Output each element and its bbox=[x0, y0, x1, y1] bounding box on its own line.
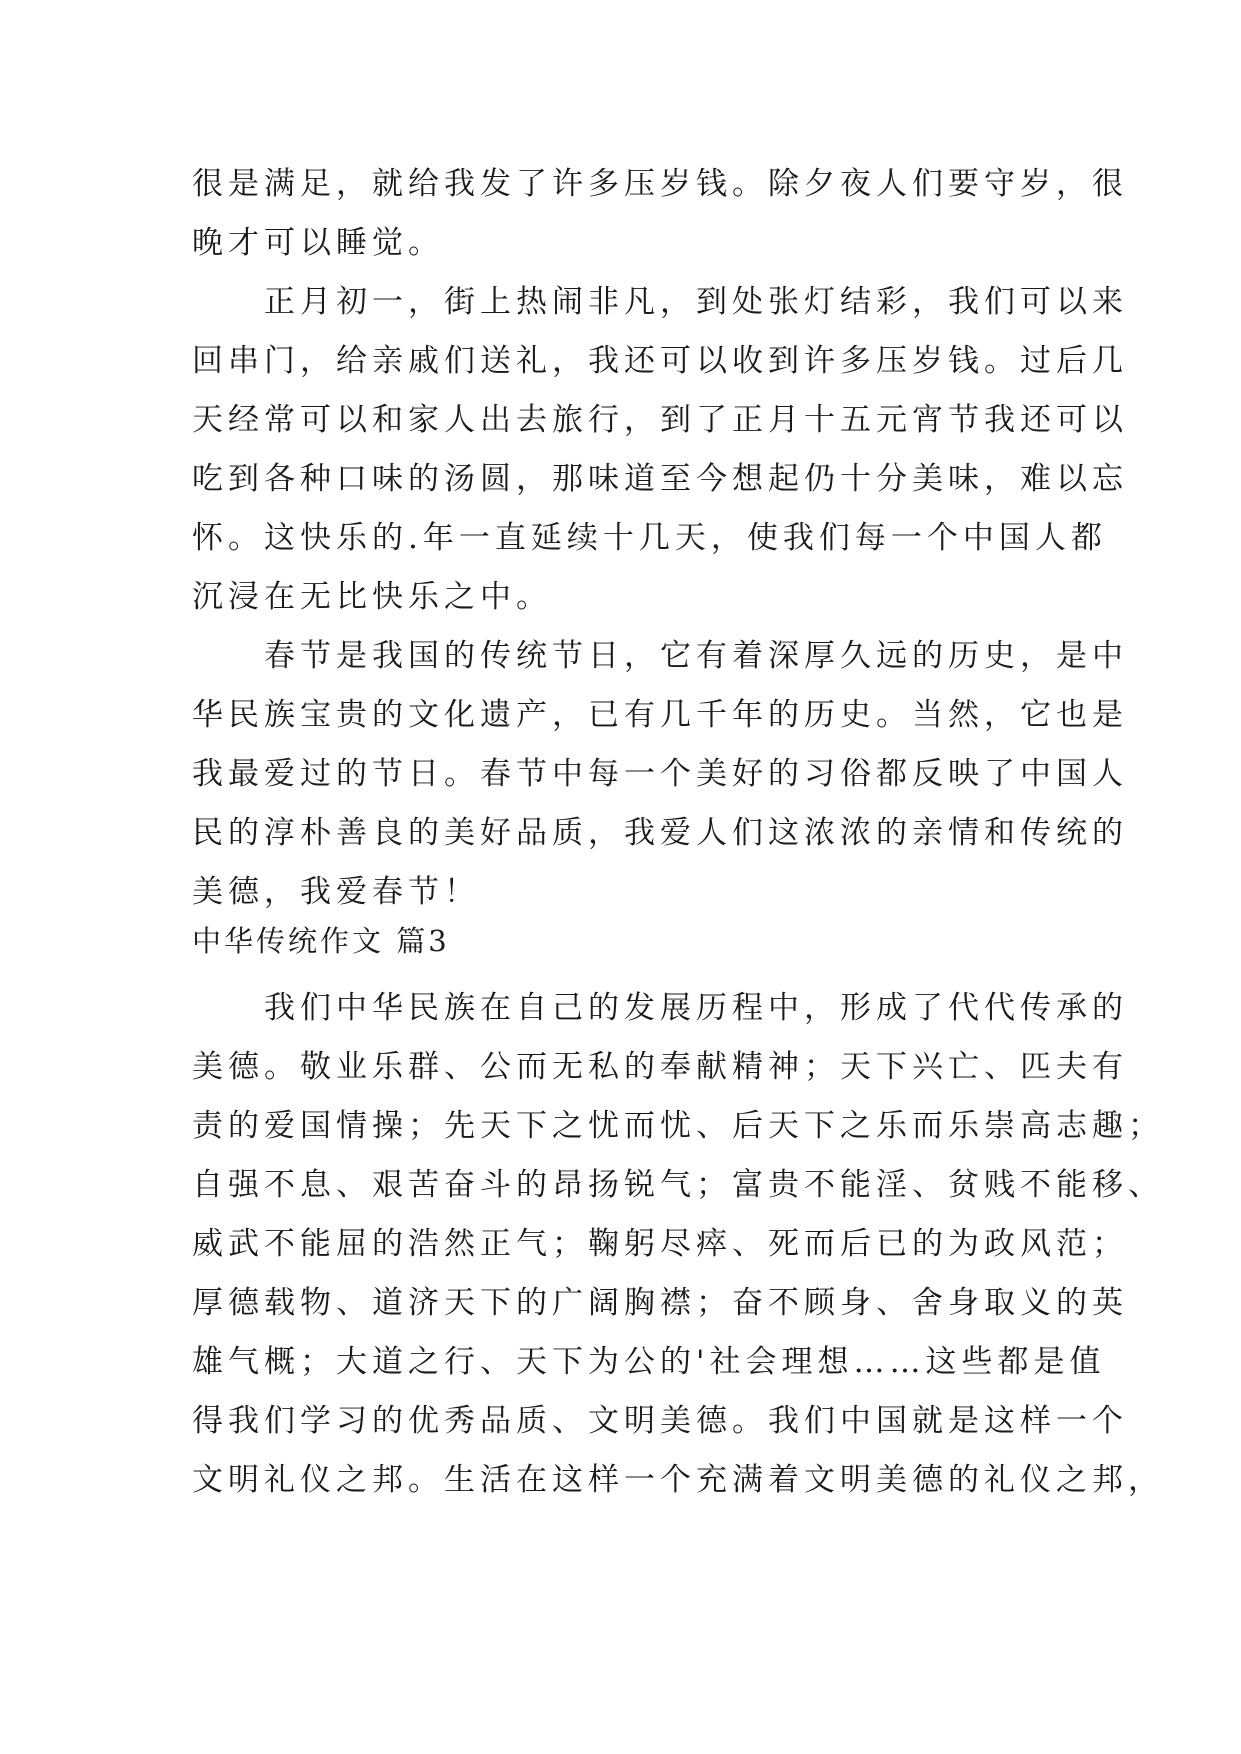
text-line: 怀。这快乐的.年一直延续十几天，使我们每一个中国人都 bbox=[192, 520, 1107, 556]
text-line: 威武不能屈的浩然正气；鞠躬尽瘁、死而后已的为政风范； bbox=[192, 1226, 1128, 1262]
text-line: 文明礼仪之邦。生活在这样一个充满着文明美德的礼仪之邦， bbox=[192, 1462, 1164, 1498]
text-line: 春节是我国的传统节日，它有着深厚久远的历史，是中 bbox=[192, 638, 1128, 674]
text-line: 民的淳朴善良的美好品质，我爱人们这浓浓的亲情和传统的 bbox=[192, 815, 1128, 851]
text-line: 责的爱国情操；先天下之忧而忧、后天下之乐而乐崇高志趣； bbox=[192, 1108, 1164, 1144]
essay-body-part-2 bbox=[192, 979, 1164, 1510]
text-line: 天经常可以和家人出去旅行，到了正月十五元宵节我还可以 bbox=[192, 402, 1128, 438]
text-line: 吃到各种口味的汤圆，那味道至今想起仍十分美味，难以忘 bbox=[192, 461, 1128, 497]
text-line: 得我们学习的优秀品质、文明美德。我们中国就是这样一个 bbox=[192, 1403, 1128, 1439]
text-line: 厚德载物、道济天下的广阔胸襟；奋不顾身、舍身取义的英 bbox=[192, 1285, 1128, 1321]
text-line: 沉浸在无比快乐之中。 bbox=[192, 579, 552, 615]
text-line: 我最爱过的节日。春节中每一个美好的习俗都反映了中国人 bbox=[192, 756, 1128, 792]
text-line: 正月初一，街上热闹非凡，到处张灯结彩，我们可以来 bbox=[192, 284, 1128, 320]
essay-body-part-1 bbox=[192, 155, 1128, 922]
text-line: 很是满足，就给我发了许多压岁钱。除夕夜人们要守岁，很 bbox=[192, 166, 1128, 202]
text-line: 美德，我爱春节！ bbox=[192, 874, 480, 910]
text-line: 晚才可以睡觉。 bbox=[192, 225, 444, 261]
text-line: 雄气概；大道之行、天下为公的'社会理想……这些都是值 bbox=[192, 1344, 1106, 1380]
section-heading: 中华传统作文 篇3 bbox=[192, 924, 450, 958]
text-line: 自强不息、艰苦奋斗的昂扬锐气；富贵不能淫、贫贱不能移、 bbox=[192, 1167, 1164, 1203]
text-line: 美德。敬业乐群、公而无私的奉献精神；天下兴亡、匹夫有 bbox=[192, 1049, 1128, 1085]
text-line: 回串门，给亲戚们送礼，我还可以收到许多压岁钱。过后几 bbox=[192, 343, 1128, 379]
text-line: 华民族宝贵的文化遗产，已有几千年的历史。当然，它也是 bbox=[192, 697, 1128, 733]
text-line: 我们中华民族在自己的发展历程中，形成了代代传承的 bbox=[192, 990, 1128, 1026]
